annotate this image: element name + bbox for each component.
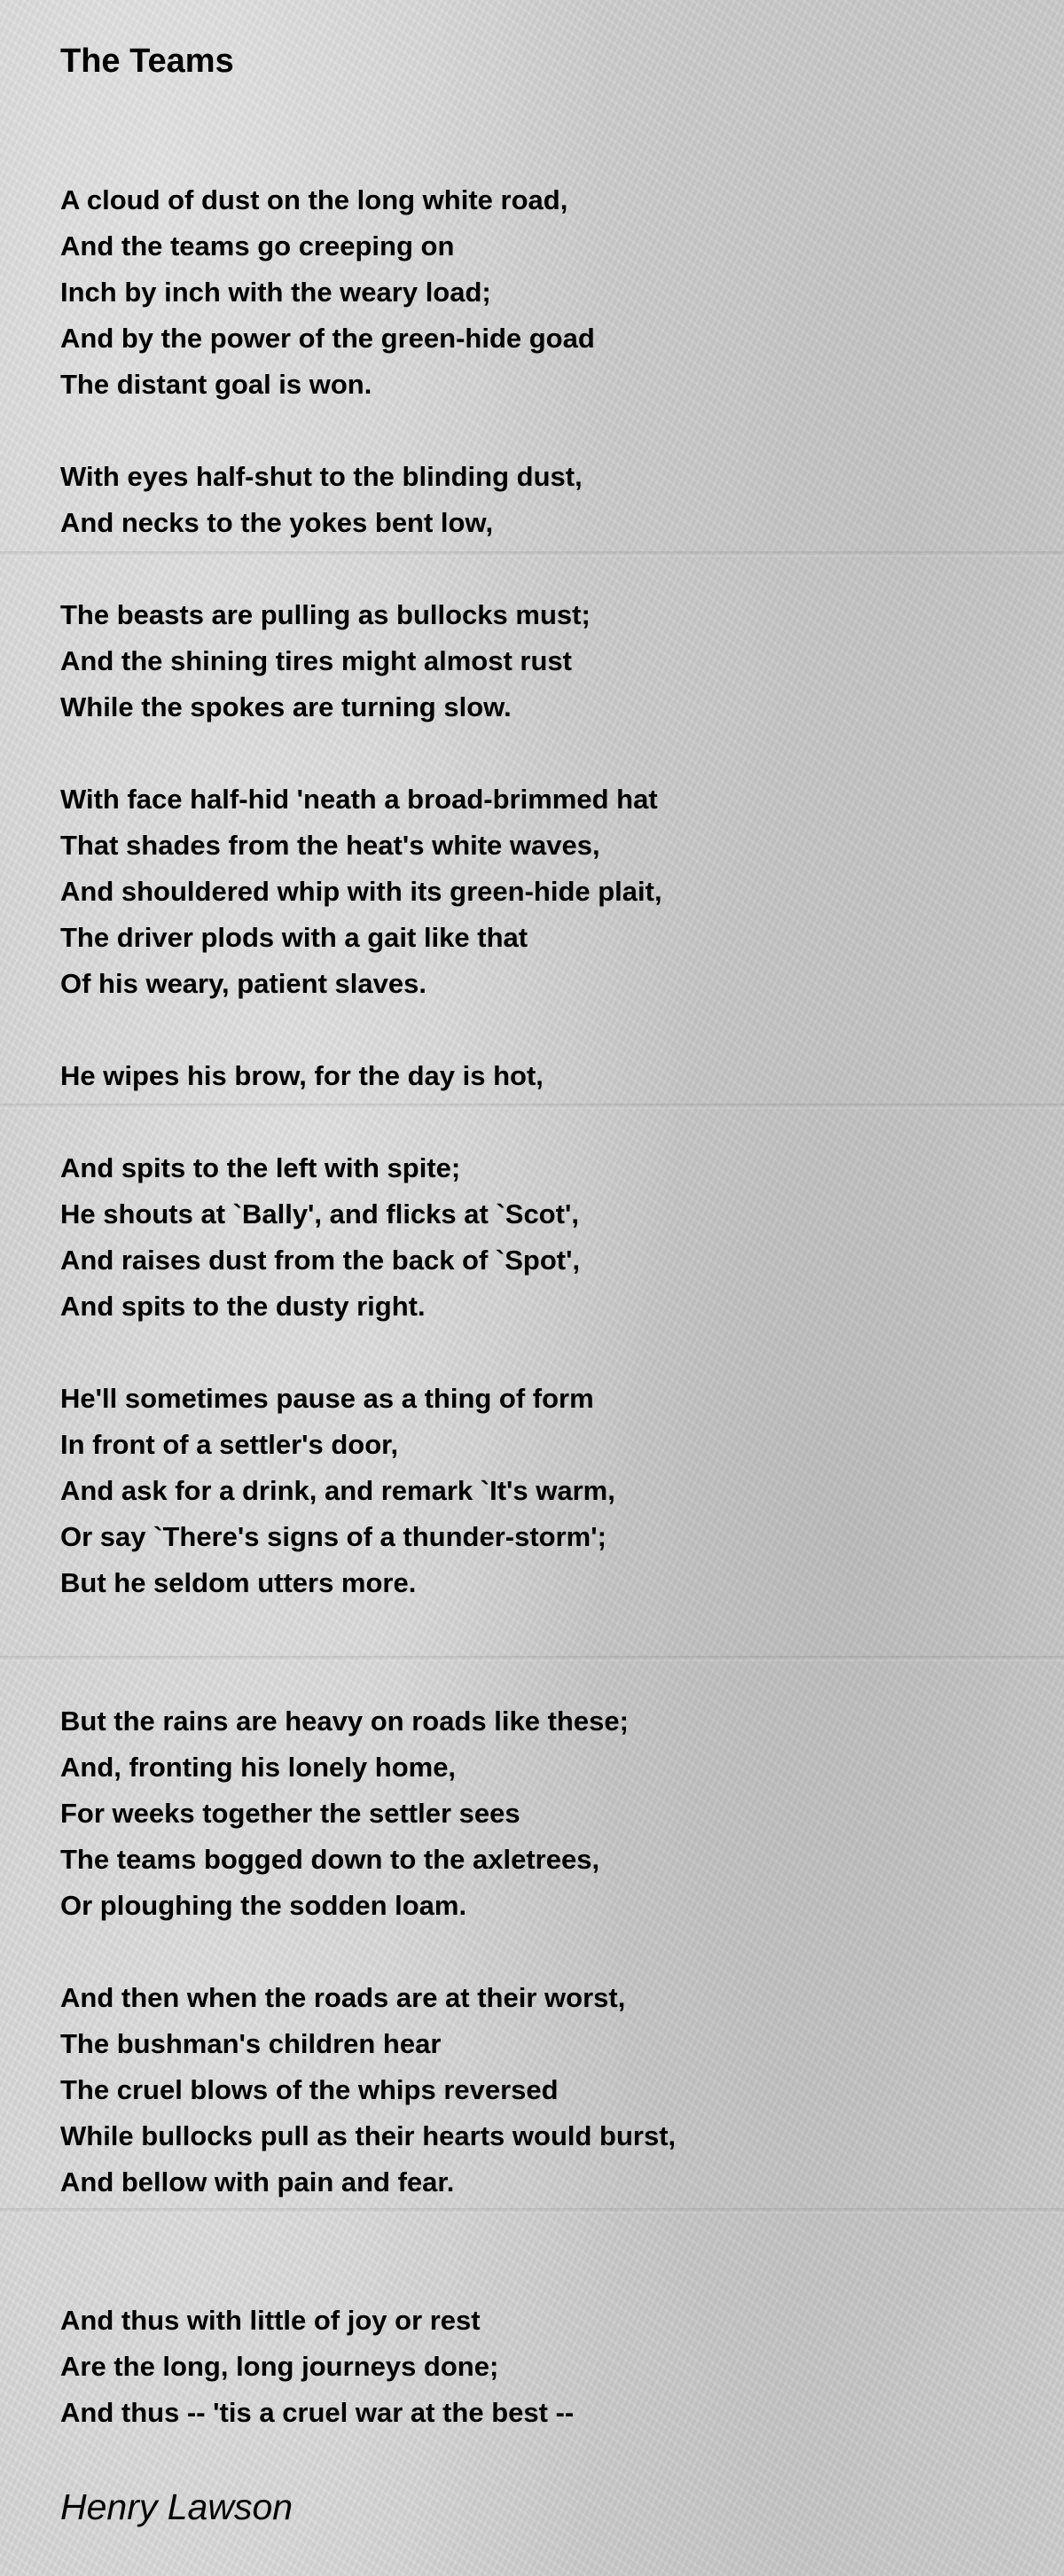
poem-line: He'll sometimes pause as a thing of form (60, 1383, 594, 1414)
poem-line: While bullocks pull as their hearts would burst, (60, 2120, 677, 2151)
stanza-break (60, 2205, 1018, 2252)
poem-line: And necks to the yokes bent low, (60, 507, 494, 538)
stanza-break (60, 1099, 1018, 1145)
poem-line: The distant goal is won. (60, 369, 372, 400)
poem-line: And by the power of the green-hide goad (60, 323, 595, 354)
poem-line: He wipes his brow, for the day is hot, (60, 1060, 544, 1091)
poem-line: The teams bogged down to the axletrees, (60, 1844, 600, 1875)
poem-author: Henry Lawson (60, 2486, 293, 2527)
stanza-break (60, 1606, 1018, 1652)
poem-line: And raises dust from the back of `Spot', (60, 1245, 581, 1276)
poem-line: That shades from the heat's white waves, (60, 830, 600, 861)
poem-line: With eyes half-shut to the blinding dust, (60, 461, 583, 492)
poem-line: And spits to the dusty right. (60, 1291, 426, 1322)
poem-line: Are the long, long journeys done; (60, 2351, 499, 2382)
poem-line: He shouts at `Bally', and flicks at `Scot', (60, 1198, 579, 1229)
poem-line: And then when the roads are at their worst, (60, 1982, 626, 2013)
poem-line: Of his weary, patient slaves. (60, 968, 426, 999)
poem-line: With face half-hid 'neath a broad-brimmed hat (60, 784, 658, 815)
stanza-break (60, 2252, 1018, 2298)
poem-line: And spits to the left with spite; (60, 1152, 461, 1183)
poem-line: But he seldom utters more. (60, 1567, 417, 1598)
poem-line: For weeks together the settler sees (60, 1798, 520, 1829)
poem-line: The cruel blows of the whips reversed (60, 2074, 559, 2105)
stanza-break (60, 408, 1018, 454)
poem-line: The bushman's children hear (60, 2028, 442, 2059)
poem-line: And shouldered whip with its green-hide plait, (60, 876, 662, 907)
poem-line: And the shining tires might almost rust (60, 645, 572, 676)
poem-line: But the rains are heavy on roads like these; (60, 1706, 629, 1737)
stanza-break (60, 1929, 1018, 1975)
poem-line: In front of a settler's door, (60, 1429, 399, 1460)
poem-line: While the spokes are turning slow. (60, 691, 512, 722)
stanza-break (60, 1330, 1018, 1376)
poem-body (60, 177, 1018, 2436)
poem-line: And thus -- 'tis a cruel war at the best -- (60, 2397, 575, 2428)
poem-line: A cloud of dust on the long white road, (60, 184, 568, 215)
poem-line: And ask for a drink, and remark `It's warm, (60, 1475, 615, 1506)
poem-line: And bellow with pain and fear. (60, 2166, 455, 2197)
poem-line: The beasts are pulling as bullocks must; (60, 599, 591, 630)
stanza-break (60, 1007, 1018, 1053)
poem-line: And the teams go creeping on (60, 230, 455, 262)
stanza-break (60, 546, 1018, 592)
poem-line: And thus with little of joy or rest (60, 2305, 481, 2336)
poem-line: Inch by inch with the weary load; (60, 277, 491, 308)
poem-line: The driver plods with a gait like that (60, 922, 528, 953)
poem-line: Or say `There's signs of a thunder-storm'; (60, 1521, 606, 1552)
stanza-break (60, 730, 1018, 777)
stanza-break (60, 1652, 1018, 1698)
poem-line: And, fronting his lonely home, (60, 1752, 457, 1783)
poem-line: Or ploughing the sodden loam. (60, 1890, 467, 1921)
poem-title: The Teams (60, 43, 234, 80)
